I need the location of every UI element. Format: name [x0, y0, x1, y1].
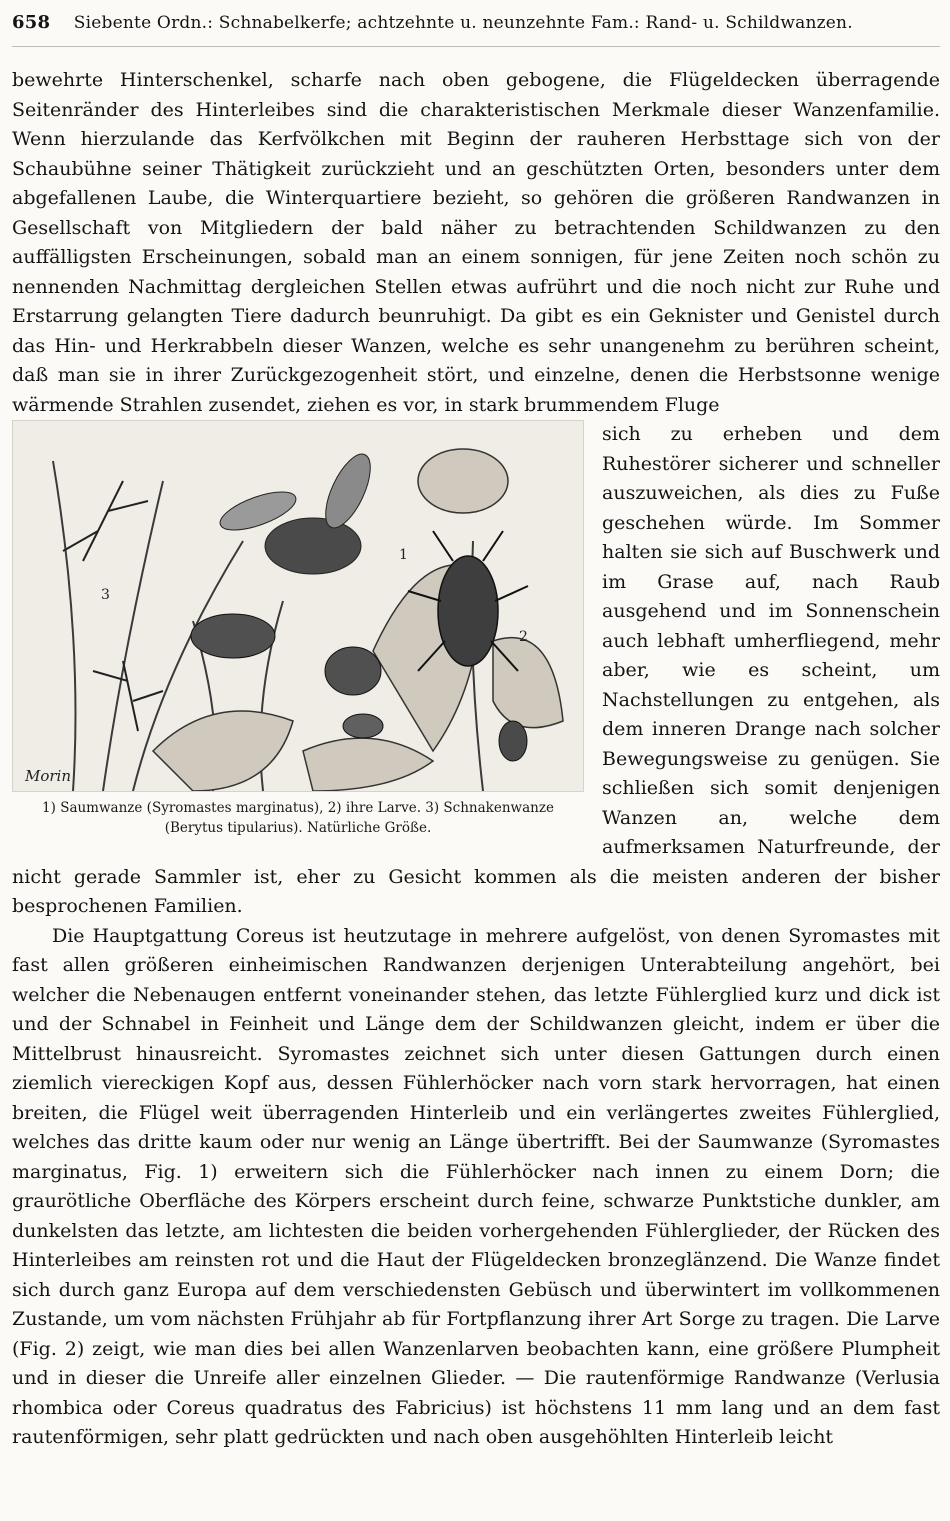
paragraph-wrap: sich zu erheben und dem Ruhestörer sicherer und schneller auszuweichen, als dies zu Fuße geschehen würde. Im Sommer halten sie sich auf Buschwerk und im Grase auf, nach Raub ausgehend und im Sonnenschein auch lebhaft umherfliegend, mehr aber, wie es scheint, um Nachstellungen zu entgehen, als dem inneren Drange nach solcher Bewegungsweise zu genügen. Sie schließen sich somit denjenigen Wanzen an, welche dem aufmerksamen Naturfreunde, der nicht gerade Sammler ist, eher zu Gesicht kommen als die meisten anderen der bisher besprochenen Familien.	[12, 423, 940, 917]
paragraph-intro: bewehrte Hinterschenkel, scharfe nach oben gebogene, die Flügeldecken überragende Seitenränder des Hinterleibes sind die charakteristischen Merkmale dieser Wanzenfamilie. Wenn hierzulande das Kerfvölkchen mit Beginn der rauheren Herbsttage sich von der Schaubühne seiner Thätigkeit zurückzieht und an geschützten Orten, besonders unter dem abgefallenen Laube, die Winterquartiere bezieht, so gehören die größeren Randwanzen in Gesellschaft von Mitgliedern der bald näher zu betrachtenden Schildwanzen zu den auffälligsten Erscheinungen, sobald man an einem sonnigen, für jene Zeiten noch schön zu nennenden Nachmittag dergleichen Stellen etwas aufrührt und die noch nicht zur Ruhe und Erstarrung gelangten Tiere dadurch beunruhigt. Da gibt es ein Geknister und Genistel durch das Hin- und Herkrabbeln dieser Wanzen, welche es sehr unangenehm zu berühren scheint, daß man sie in ihrer Zurückgezogenheit stört, und einzelne, denen die Herbstsonne wenige wärmende Strahlen zusendet, ziehen es vor, in stark brummendem Fluge	[12, 69, 940, 416]
figure-label-2: 2	[519, 629, 528, 645]
flying-bug	[216, 448, 380, 574]
paragraph-coreus: Die Hauptgattung Coreus ist heutzutage in mehrere aufgelöst, von denen Syromastes mit fast allen größeren einheimischen Randwanzen derjenigen Unterabteilung angehört, bei welcher die Nebenaugen entfernt voneinander stehen, das letzte Fühlerglied kurz und dick ist und der Schnabel in Feinheit und Länge dem der Schildwanzen gleicht, indem er über die Mittelbrust hinausreicht. Syromastes zeichnet sich unter diesen Gattungen durch einen ziemlich viereckigen Kopf aus, dessen Fühlerhöcker nach vorn stark hervorragen, hat einen breiten, die Flügel weit überragenden Hinterleib und ein verlängertes zweites Fühlerglied, welches das dritte kaum oder nur wenig an Länge übertrifft. Bei der Saumwanze (Syromastes marginatus, Fig. 1) erweitern sich die Fühlerhöcker nach innen zu einem Dorn; die graurötliche Oberfläche des Körpers erscheint durch feine, schwarze Punktstiche dunkler, am dunkelsten das letzte, am lichtesten die beiden vorhergehenden Fühlerglieder, der Rücken des Hinterleibes am reinsten rot und die Haut der Flügeldecken bronzeglänzend. Die Wanze findet sich durch ganz Europa auf dem verschiedensten Gebüsch und überwintert im vollkommenen Zustande, um vom nächsten Frühjahr ab für Fortpflanzung ihrer Art Sorge zu tragen. Die Larve (Fig. 2) zeigt, wie man dies bei allen Wanzenlarven beobachten kann, eine größere Plumpheit und in dieser die Unreife aller einzelnen Glieder. — Die rautenförmige Randwanze (Verlusia rhombica oder Coreus quadratus des Fabricius) ist höchstens 11 mm lang und an dem fast rautenförmigen, sehr platt gedrückten und nach oben ausgehöhlten Hinterleib leicht	[12, 924, 940, 1448]
running-title: Siebente Ordn.: Schnabelkerfe; achtzehnte u. neunzehnte Fam.: Rand- u. Schildwanzen.	[73, 13, 853, 33]
figure	[12, 420, 584, 848]
figure-label-1: 1	[399, 547, 408, 563]
figure-label-3: 3	[101, 587, 110, 603]
figure-caption: 1) Saumwanze (Syromastes marginatus), 2) ihre Larve. 3) Schnakenwanze (Berytus tipularius). Natürliche Größe.	[42, 800, 554, 836]
illustration-svg	[13, 421, 583, 791]
artist-signature: Morin	[25, 767, 72, 785]
running-header	[12, 12, 940, 47]
body-text	[12, 66, 940, 1453]
insect-illustration	[12, 420, 584, 792]
page-number: 658	[12, 12, 51, 33]
schnakenwanze-bug	[63, 481, 163, 731]
